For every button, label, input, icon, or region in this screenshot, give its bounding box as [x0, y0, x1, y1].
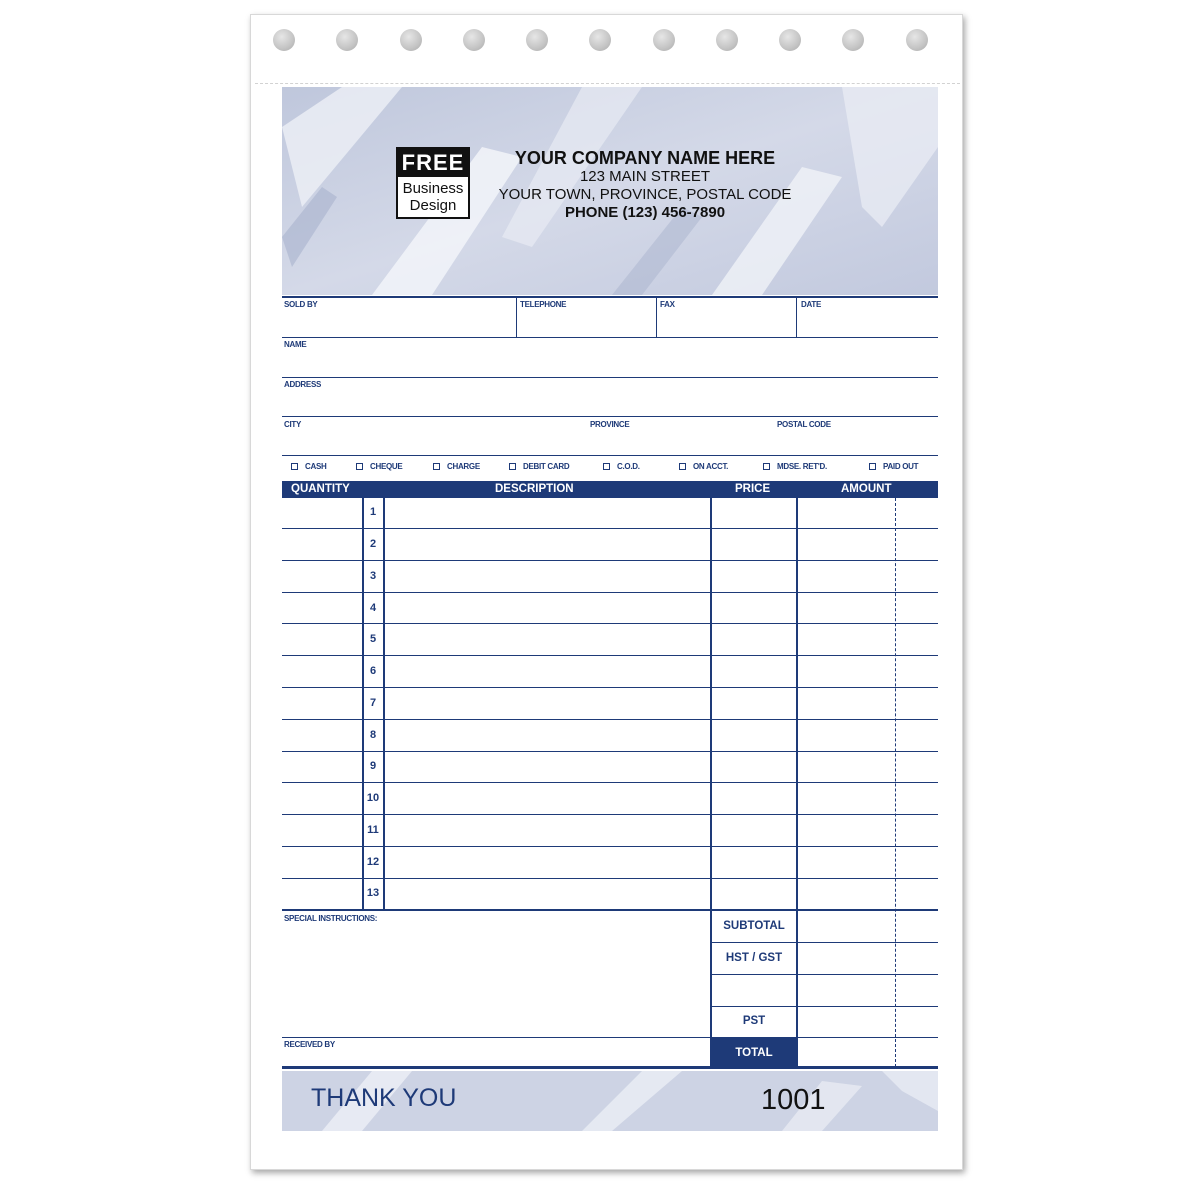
name-label: NAME	[284, 340, 307, 349]
badge-line-1: Business	[402, 180, 464, 197]
binder-hole	[273, 29, 295, 51]
company-name: YOUR COMPANY NAME HERE	[514, 148, 776, 168]
payment-option-cod[interactable]: C.O.D.	[603, 462, 640, 471]
binder-hole	[779, 29, 801, 51]
badge-line-2: Design	[409, 197, 457, 214]
company-city-line: YOUR TOWN, PROVINCE, POSTAL CODE	[498, 186, 792, 203]
row-number: 13	[366, 887, 380, 899]
province-label: PROVINCE	[590, 420, 630, 429]
row-number: 11	[367, 824, 379, 836]
binder-hole	[336, 29, 358, 51]
binder-hole	[842, 29, 864, 51]
binder-hole	[400, 29, 422, 51]
binder-hole	[463, 29, 485, 51]
row-number: 7	[369, 697, 377, 709]
date-label: DATE	[801, 300, 821, 309]
hst-gst-label: HST / GST	[725, 952, 783, 964]
payment-option-mdse-retd[interactable]: MDSE. RET'D.	[763, 462, 827, 471]
table-row	[282, 814, 938, 815]
table-row	[282, 592, 938, 593]
binder-hole	[906, 29, 928, 51]
binder-hole	[526, 29, 548, 51]
table-row	[282, 687, 938, 688]
table-row	[282, 846, 938, 847]
rule	[711, 974, 938, 975]
sold-by-label: SOLD BY	[284, 300, 318, 309]
quantity-header: QUANTITY	[291, 483, 350, 495]
received-by-label: RECEIVED BY	[284, 1040, 335, 1049]
table-row	[282, 560, 938, 561]
perforation-line	[255, 83, 960, 84]
checkbox[interactable]	[433, 463, 440, 470]
row-number: 5	[369, 633, 377, 645]
payment-option-on-acct[interactable]: ON ACCT.	[679, 462, 728, 471]
rule	[282, 455, 938, 456]
badge-business-design-label	[398, 177, 468, 214]
free-business-design-badge	[396, 147, 470, 219]
divider	[796, 297, 797, 337]
special-instructions-label: SPECIAL INSTRUCTIONS:	[284, 914, 378, 923]
company-street: 123 MAIN STREET	[579, 168, 711, 185]
total-label: TOTAL	[735, 1047, 773, 1059]
table-row	[282, 528, 938, 529]
row-number: 8	[369, 729, 377, 741]
row-number: 2	[369, 538, 377, 550]
row-number: 1	[369, 506, 377, 518]
pst-label: PST	[742, 1015, 766, 1027]
divider	[656, 297, 657, 337]
table-row	[282, 719, 938, 720]
checkbox[interactable]	[869, 463, 876, 470]
table-bottom-rule	[282, 909, 938, 911]
telephone-label: TELEPHONE	[520, 300, 567, 309]
binder-hole	[716, 29, 738, 51]
table-row	[282, 782, 938, 783]
payment-option-paid-out[interactable]: PAID OUT	[869, 462, 918, 471]
table-row	[282, 655, 938, 656]
rule	[711, 1006, 938, 1007]
payment-option-cheque[interactable]: CHEQUE	[356, 462, 402, 471]
payment-option-cash[interactable]: CASH	[291, 462, 326, 471]
table-row	[282, 878, 938, 879]
binder-hole	[589, 29, 611, 51]
divider	[516, 297, 517, 337]
rule	[282, 1066, 938, 1069]
rule	[282, 296, 938, 298]
fax-label: FAX	[660, 300, 675, 309]
address-label: ADDRESS	[284, 380, 322, 389]
description-header: DESCRIPTION	[495, 483, 574, 495]
payment-option-charge[interactable]: CHARGE	[433, 462, 480, 471]
table-row	[282, 751, 938, 752]
row-number: 4	[369, 602, 377, 614]
checkbox[interactable]	[763, 463, 770, 470]
checkbox[interactable]	[679, 463, 686, 470]
row-number: 10	[366, 792, 380, 804]
checkbox[interactable]	[356, 463, 363, 470]
price-header: PRICE	[735, 483, 771, 495]
rule	[711, 942, 938, 943]
row-number: 6	[369, 665, 377, 677]
thank-you-text: THANK YOU	[311, 1084, 457, 1112]
rule	[282, 416, 938, 417]
table-header-bar	[282, 481, 938, 498]
row-number: 9	[369, 760, 377, 772]
city-label: CITY	[284, 420, 302, 429]
amount-header: AMOUNT	[841, 483, 892, 495]
rule	[282, 377, 938, 378]
rule	[282, 1037, 938, 1038]
postal-code-label: POSTAL CODE	[777, 420, 831, 429]
company-phone: PHONE (123) 456-7890	[564, 204, 726, 221]
form-number: 1001	[761, 1084, 826, 1116]
payment-option-debit-card[interactable]: DEBIT CARD	[509, 462, 569, 471]
row-number: 12	[366, 856, 380, 868]
subtotal-label: SUBTOTAL	[723, 920, 785, 932]
table-row	[282, 623, 938, 624]
binder-hole	[653, 29, 675, 51]
checkbox[interactable]	[509, 463, 516, 470]
row-number: 3	[369, 570, 377, 582]
checkbox[interactable]	[603, 463, 610, 470]
checkbox[interactable]	[291, 463, 298, 470]
rule	[282, 337, 938, 338]
badge-free-label: FREE	[398, 149, 468, 177]
